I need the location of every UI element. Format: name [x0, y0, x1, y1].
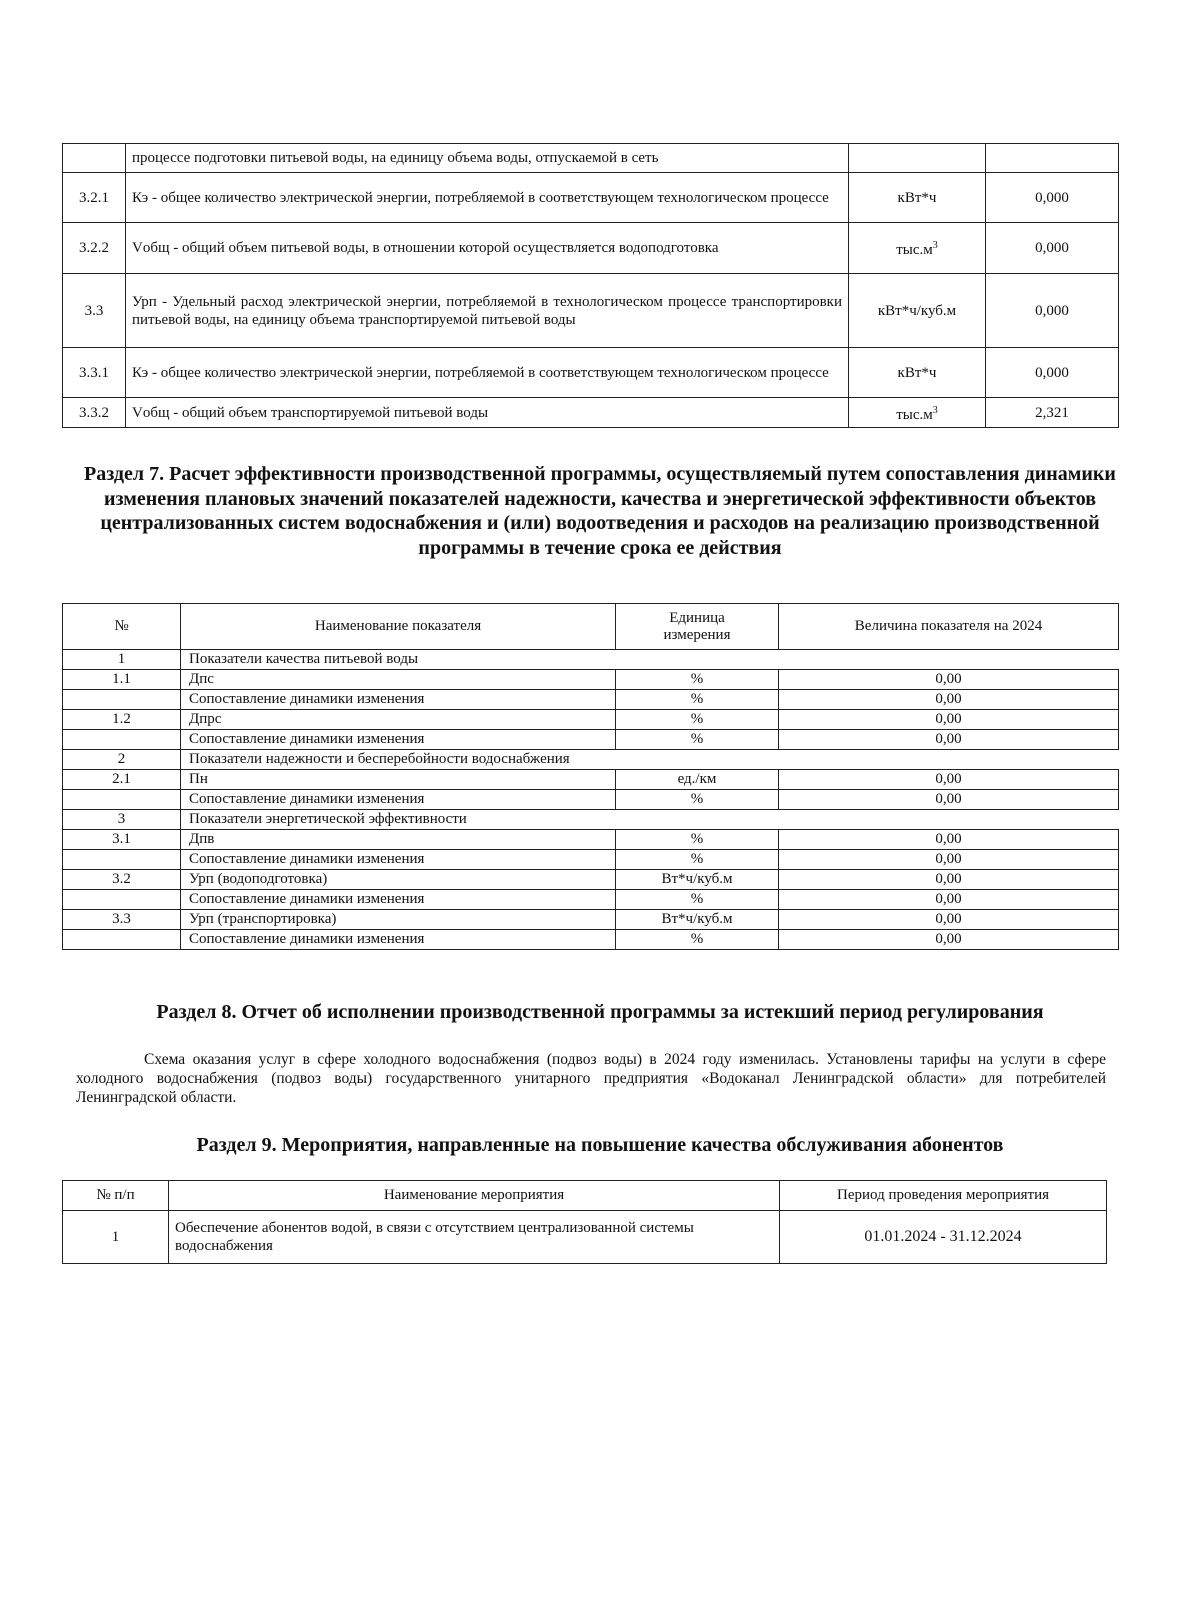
row-value: 0,000 — [986, 223, 1119, 274]
row-name: Урп (транспортировка) — [181, 910, 616, 930]
unit-text: кВт*ч — [897, 364, 937, 381]
row-num: 1 — [63, 650, 181, 670]
table-row — [63, 910, 1119, 930]
row-name: Сопоставление динамики изменения — [181, 890, 616, 910]
row-num — [63, 790, 181, 810]
row-unit — [849, 398, 986, 428]
row-num — [63, 890, 181, 910]
table-row — [63, 790, 1119, 810]
row-name: Дпв — [181, 830, 616, 850]
table-row — [63, 690, 1119, 710]
row-name: Кэ - общее количество электрической энергии, потребляемой в соответствующем технологическом процессе — [126, 173, 849, 223]
header-name: Наименование показателя — [181, 604, 616, 650]
row-value: 0,00 — [779, 870, 1119, 890]
table-row — [63, 770, 1119, 790]
section-row — [63, 750, 1119, 770]
row-num: 1.1 — [63, 670, 181, 690]
table-row — [63, 870, 1119, 890]
energy-indicators-table — [62, 143, 1119, 428]
row-value: 0,00 — [779, 690, 1119, 710]
row-value: 0,00 — [779, 830, 1119, 850]
row-unit: % — [616, 890, 779, 910]
row-num: 3.1 — [63, 830, 181, 850]
table-row — [63, 223, 1119, 274]
row-value: 0,000 — [986, 348, 1119, 398]
row-unit: Вт*ч/куб.м — [616, 870, 779, 890]
row-unit: % — [616, 670, 779, 690]
header-num: № п/п — [63, 1181, 169, 1211]
row-name: Кэ - общее количество электрической энергии, потребляемой в соответствующем технологическом процессе — [126, 348, 849, 398]
row-num: 3.2.1 — [63, 173, 126, 223]
section9-title: Раздел 9. Мероприятия, направленные на повышение качества обслуживания абонентов — [196, 1134, 1004, 1156]
row-name: Сопоставление динамики изменения — [181, 930, 616, 950]
row-name: Vобщ - общий объем питьевой воды, в отношении которой осуществляется водоподготовка — [126, 223, 849, 274]
row-num — [63, 930, 181, 950]
row-num: 3.2.2 — [63, 223, 126, 274]
row-unit — [849, 223, 986, 274]
header-unit: Единица измерения — [616, 604, 779, 650]
table-row — [63, 930, 1119, 950]
row-unit: % — [616, 830, 779, 850]
row-num — [63, 730, 181, 750]
table-row — [63, 1211, 1107, 1264]
row-name: Сопоставление динамики изменения — [181, 850, 616, 870]
row-value — [986, 144, 1119, 173]
header-value: Величина показателя на 2024 — [779, 604, 1119, 650]
row-name: Дпс — [181, 670, 616, 690]
row-value: 0,00 — [779, 930, 1119, 950]
row-name: Сопоставление динамики изменения — [181, 690, 616, 710]
table-row — [63, 730, 1119, 750]
row-unit: Вт*ч/куб.м — [616, 910, 779, 930]
table-row — [63, 830, 1119, 850]
row-name: Показатели качества питьевой воды — [181, 650, 1119, 670]
unit-text: тыс.м — [896, 242, 933, 258]
section8-text: Схема оказания услуг в сфере холодного водоснабжения (подвоз воды) в 2024 году изменилась. Установлены тарифы на услуги в сфере холодного водоснабжения (подвоз воды) государственного унитарного предприятия «Водоканал Ленинградской области» для потребителей Ленинградской области. — [76, 1051, 1106, 1106]
unit-text: кВт*ч/куб.м — [877, 302, 957, 319]
row-num: 2.1 — [63, 770, 181, 790]
row-value: 0,00 — [779, 730, 1119, 750]
row-name: Пн — [181, 770, 616, 790]
section7-title: Раздел 7. Расчет эффективности производственной программы, осуществляемый путем сопоставления динамики изменения плановых значений показателей надежности, качества и энергетической эффективности объектов централизованных систем водоснабжения и (или) водоотведения и расходов на реализацию производственной программы в течение срока ее действия — [84, 463, 1116, 559]
row-num: 2 — [63, 750, 181, 770]
row-value: 0,00 — [779, 910, 1119, 930]
row-num: 3.3 — [63, 274, 126, 348]
row-name: Урп (водоподготовка) — [181, 870, 616, 890]
table-row — [63, 710, 1119, 730]
unit-text: тыс.м — [896, 406, 933, 423]
row-name: Показатели надежности и бесперебойности водоснабжения — [181, 750, 1119, 770]
unit-text: кВт*ч — [897, 189, 937, 206]
table-row — [63, 348, 1119, 398]
row-name: Сопоставление динамики изменения — [181, 790, 616, 810]
row-value: 0,00 — [779, 790, 1119, 810]
row-num: 1.2 — [63, 710, 181, 730]
header-name: Наименование мероприятия — [169, 1181, 780, 1211]
section-row — [63, 650, 1119, 670]
row-unit: % — [616, 930, 779, 950]
row-num: 3.3.1 — [63, 348, 126, 398]
row-value: 0,000 — [986, 274, 1119, 348]
row-period: 01.01.2024 - 31.12.2024 — [780, 1211, 1107, 1264]
row-name: Сопоставление динамики изменения — [181, 730, 616, 750]
row-value: 0,00 — [779, 670, 1119, 690]
row-num: 3.3.2 — [63, 398, 126, 428]
row-name: Дпрс — [181, 710, 616, 730]
row-num: 3.3 — [63, 910, 181, 930]
row-unit: % — [616, 850, 779, 870]
table-row — [63, 173, 1119, 223]
row-num — [63, 144, 126, 173]
row-unit: % — [616, 690, 779, 710]
row-name: Урп - Удельный расход электрической энергии, потребляемой в технологическом процессе транспортировки питьевой воды, на единицу объема транспортируемой питьевой воды — [126, 274, 849, 348]
efficiency-table — [62, 603, 1119, 950]
row-num: 3 — [63, 810, 181, 830]
row-unit — [849, 173, 986, 223]
row-num — [63, 690, 181, 710]
table-row — [63, 144, 1119, 173]
row-value: 2,321 — [986, 398, 1119, 428]
row-name: Обеспечение абонентов водой, в связи с отсутствием централизованной системы водоснабжения — [169, 1211, 780, 1264]
row-unit: ед./км — [616, 770, 779, 790]
row-unit — [849, 144, 986, 173]
section-row — [63, 810, 1119, 830]
row-unit: % — [616, 730, 779, 750]
row-num — [63, 850, 181, 870]
table-row — [63, 850, 1119, 870]
header-num: № — [63, 604, 181, 650]
row-name: Vобщ - общий объем транспортируемой питьевой воды — [126, 398, 849, 428]
table-row — [63, 398, 1119, 428]
row-value: 0,00 — [779, 850, 1119, 870]
unit-superscript: 3 — [932, 240, 938, 251]
row-unit: % — [616, 710, 779, 730]
table-row — [63, 890, 1119, 910]
row-unit — [849, 348, 986, 398]
row-unit: % — [616, 790, 779, 810]
row-value: 0,000 — [986, 173, 1119, 223]
section8-title: Раздел 8. Отчет об исполнении производственной программы за истекший период регулирования — [156, 1001, 1044, 1023]
row-name: Показатели энергетической эффективности — [181, 810, 1119, 830]
table-row — [63, 670, 1119, 690]
row-unit — [849, 274, 986, 348]
row-num: 3.2 — [63, 870, 181, 890]
row-name: процессе подготовки питьевой воды, на единицу объема воды, отпускаемой в сеть — [126, 144, 849, 173]
header-period: Период проведения мероприятия — [780, 1181, 1107, 1211]
table-row — [63, 274, 1119, 348]
measures-table — [62, 1180, 1107, 1264]
row-num: 1 — [63, 1211, 169, 1264]
row-value: 0,00 — [779, 710, 1119, 730]
row-value: 0,00 — [779, 770, 1119, 790]
row-value: 0,00 — [779, 890, 1119, 910]
unit-superscript: 3 — [932, 404, 938, 416]
